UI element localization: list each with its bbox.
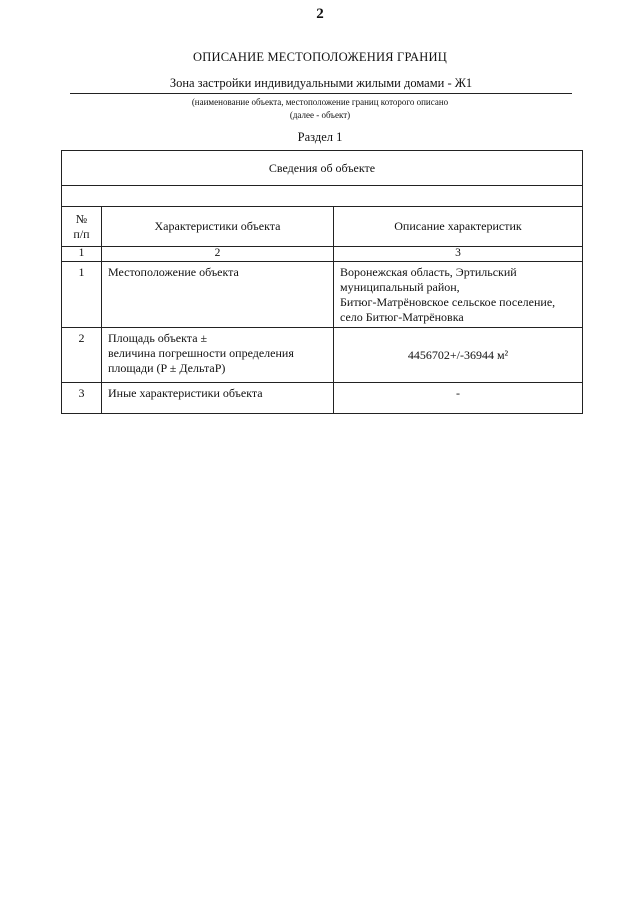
row-description: Воронежская область, Эртильский муниципальный район, Битюг-Матрёновское сельское поселение, село Битюг-Матрёновка <box>334 262 583 328</box>
header-num: № п/п <box>62 207 102 247</box>
table-row <box>62 328 583 383</box>
header-characteristics: Характеристики объекта <box>102 207 334 247</box>
row-description: - <box>334 383 583 414</box>
column-number: 2 <box>102 247 334 262</box>
table-empty-row <box>62 186 583 207</box>
column-number: 1 <box>62 247 102 262</box>
section-heading: Раздел 1 <box>297 130 343 144</box>
document-title: ОПИСАНИЕ МЕСТОПОЛОЖЕНИЯ ГРАНИЦ <box>193 50 447 64</box>
table-row <box>62 262 583 328</box>
table-row <box>62 383 583 414</box>
row-num: 3 <box>62 383 102 414</box>
row-num: 1 <box>62 262 102 328</box>
table-header-row <box>62 207 583 247</box>
row-characteristic: Площадь объекта ± величина погрешности определения площади (P ± ДельтаP) <box>102 328 334 383</box>
header-description: Описание характеристик <box>334 207 583 247</box>
column-number: 3 <box>334 247 583 262</box>
row-characteristic: Иные характеристики объекта <box>102 383 334 414</box>
object-info-table <box>61 150 583 414</box>
object-name: Зона застройки индивидуальными жилыми домами - Ж1 <box>169 76 473 90</box>
table-caption-row <box>62 151 583 186</box>
page-number: 2 <box>316 6 324 22</box>
column-number-row <box>62 247 583 262</box>
object-note-line2: (далее - объект) <box>289 110 351 120</box>
object-note-line1: (наименование объекта, местоположение границ которого описано <box>191 97 449 107</box>
row-num: 2 <box>62 328 102 383</box>
table-caption: Сведения об объекте <box>62 151 583 186</box>
underline-divider <box>70 93 572 94</box>
row-characteristic: Местоположение объекта <box>102 262 334 328</box>
row-description: 4456702+/-36944 м² <box>334 328 583 383</box>
